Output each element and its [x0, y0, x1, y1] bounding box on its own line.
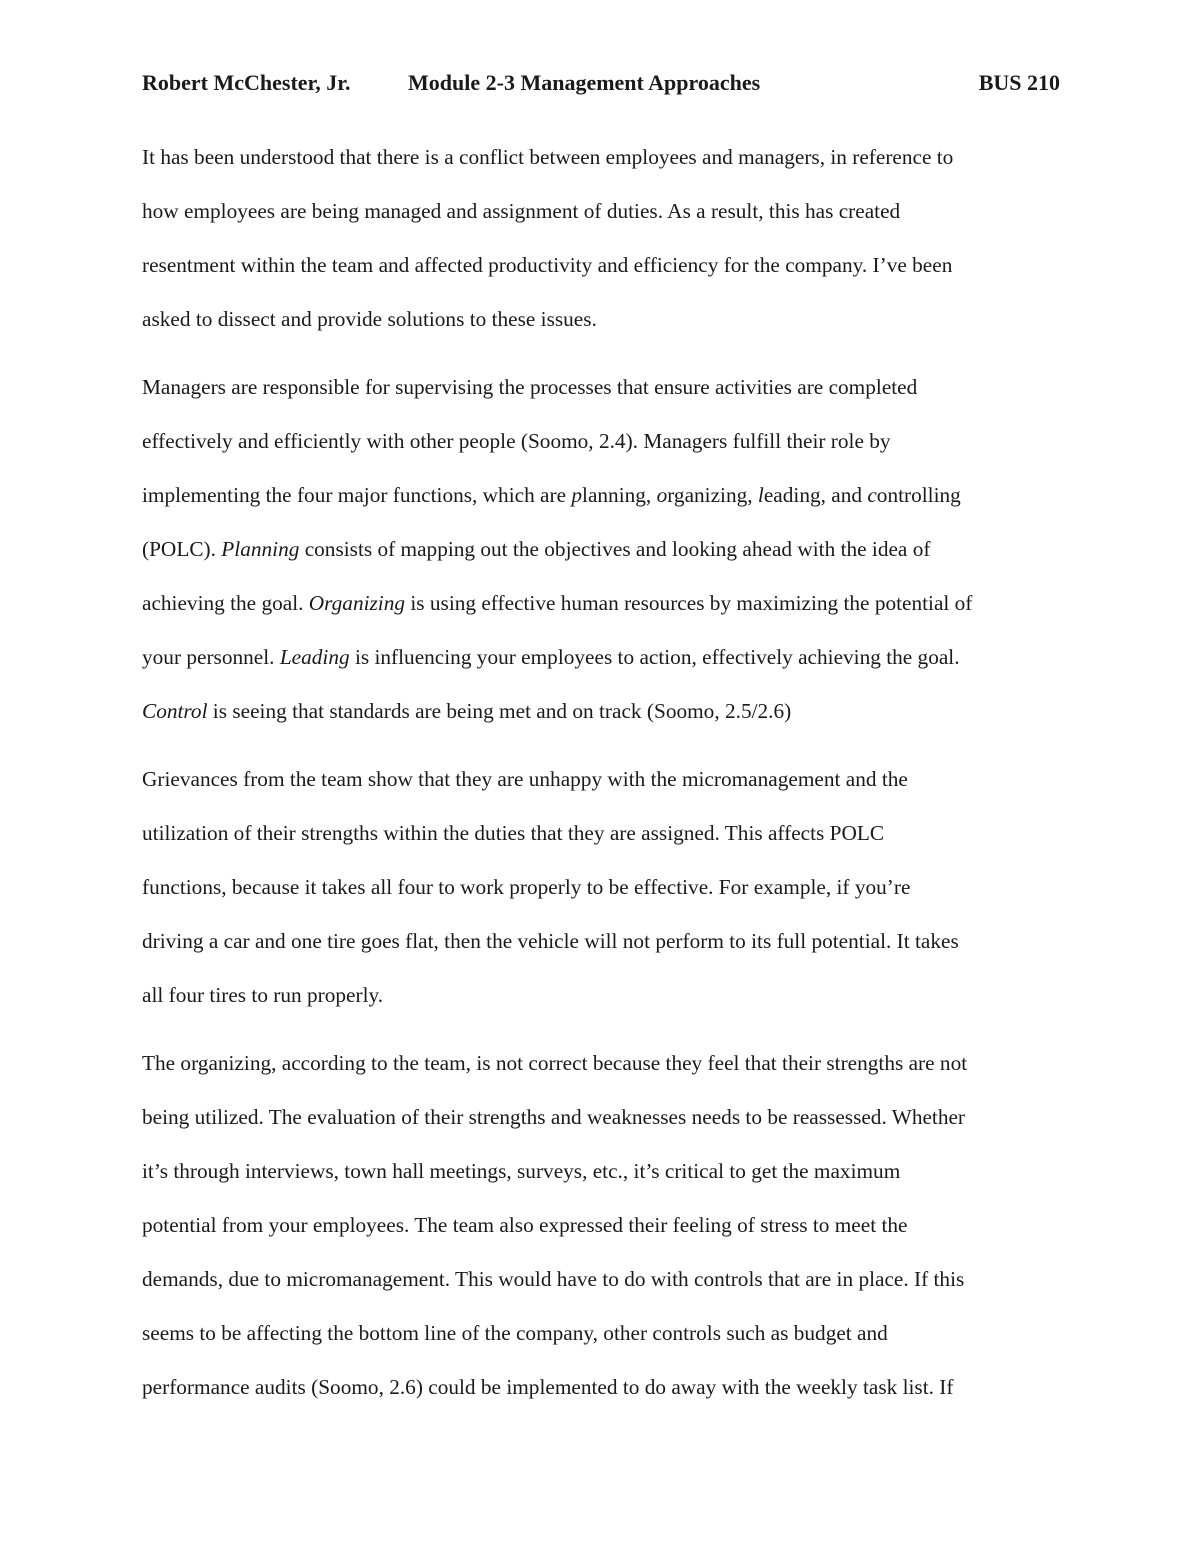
- text-line: It has been understood that there is a conflict between employees and managers, in reference to: [142, 145, 954, 169]
- emphasis-term-control: Control: [142, 699, 208, 723]
- text-run: is using effective human resources by maximizing the potential of: [405, 591, 973, 615]
- text-line: demands, due to micromanagement. This would have to do with controls that are in place. If this: [142, 1267, 965, 1291]
- paragraph-intro: [142, 130, 1064, 346]
- text-line: functions, because it takes all four to work properly to be effective. For example, if you’re: [142, 875, 911, 899]
- text-line: [142, 522, 1064, 576]
- emphasis-term-leading: Leading: [279, 645, 350, 669]
- text-line: it’s through interviews, town hall meetings, surveys, etc., it’s critical to get the maximum: [142, 1159, 901, 1183]
- text-line: Grievances from the team show that they are unhappy with the micromanagement and the: [142, 767, 908, 791]
- paragraph-polc: [142, 360, 1064, 738]
- text-run: ontrolling: [876, 483, 961, 507]
- text-line: asked to dissect and provide solutions to these issues.: [142, 307, 597, 331]
- emphasis-term-planning: Planning: [221, 537, 300, 561]
- emphasis-letter: p: [571, 483, 583, 507]
- document-body: [142, 130, 1064, 1428]
- text-run: achieving the goal.: [142, 591, 309, 615]
- header-course: BUS 210: [978, 70, 1060, 95]
- text-run: lanning,: [582, 483, 657, 507]
- text-line: resentment within the team and affected productivity and efficiency for the company. I’ve been: [142, 253, 953, 277]
- emphasis-letter: l: [757, 483, 764, 507]
- text-line: potential from your employees. The team also expressed their feeling of stress to meet the: [142, 1213, 908, 1237]
- text-run: rganizing,: [667, 483, 758, 507]
- text-line: how employees are being managed and assignment of duties. As a result, this has created: [142, 199, 901, 223]
- text-line: [142, 684, 1064, 738]
- emphasis-letter: c: [867, 483, 877, 507]
- text-line: [142, 630, 1064, 684]
- text-line: utilization of their strengths within the duties that they are assigned. This affects POLC: [142, 821, 885, 845]
- text-run: implementing the four major functions, which are: [142, 483, 572, 507]
- page-header: [142, 70, 1060, 106]
- text-line: Managers are responsible for supervising the processes that ensure activities are completed: [142, 375, 918, 399]
- text-line: driving a car and one tire goes flat, then the vehicle will not perform to its full potential. It takes: [142, 929, 959, 953]
- paragraph-organizing: [142, 1036, 1064, 1414]
- text-line: effectively and efficiently with other people (Soomo, 2.4). Managers fulfill their role by: [142, 429, 891, 453]
- text-line: performance audits (Soomo, 2.6) could be implemented to do away with the weekly task list. If: [142, 1375, 954, 1399]
- emphasis-term-organizing: Organizing: [308, 591, 406, 615]
- text-run: (POLC).: [142, 537, 222, 561]
- text-line: all four tires to run properly.: [142, 983, 384, 1007]
- text-line: [142, 468, 1064, 522]
- text-line: The organizing, according to the team, is not correct because they feel that their strengths are not: [142, 1051, 968, 1075]
- emphasis-letter: o: [656, 483, 668, 507]
- text-line: being utilized. The evaluation of their strengths and weaknesses needs to be reassessed. Whether: [142, 1105, 966, 1129]
- text-run: is influencing your employees to action, effectively achieving the goal.: [349, 645, 960, 669]
- paragraph-grievances: [142, 752, 1064, 1022]
- text-run: eading, and: [763, 483, 868, 507]
- text-line: [142, 576, 1064, 630]
- text-run: your personnel.: [142, 645, 280, 669]
- header-author: Robert McChester, Jr.: [142, 70, 351, 95]
- text-line: seems to be affecting the bottom line of the company, other controls such as budget and: [142, 1321, 888, 1345]
- header-title: Module 2-3 Management Approaches: [408, 70, 761, 95]
- text-run: is seeing that standards are being met and on track (Soomo, 2.5/2.6): [207, 699, 792, 723]
- text-run: consists of mapping out the objectives and looking ahead with the idea of: [299, 537, 931, 561]
